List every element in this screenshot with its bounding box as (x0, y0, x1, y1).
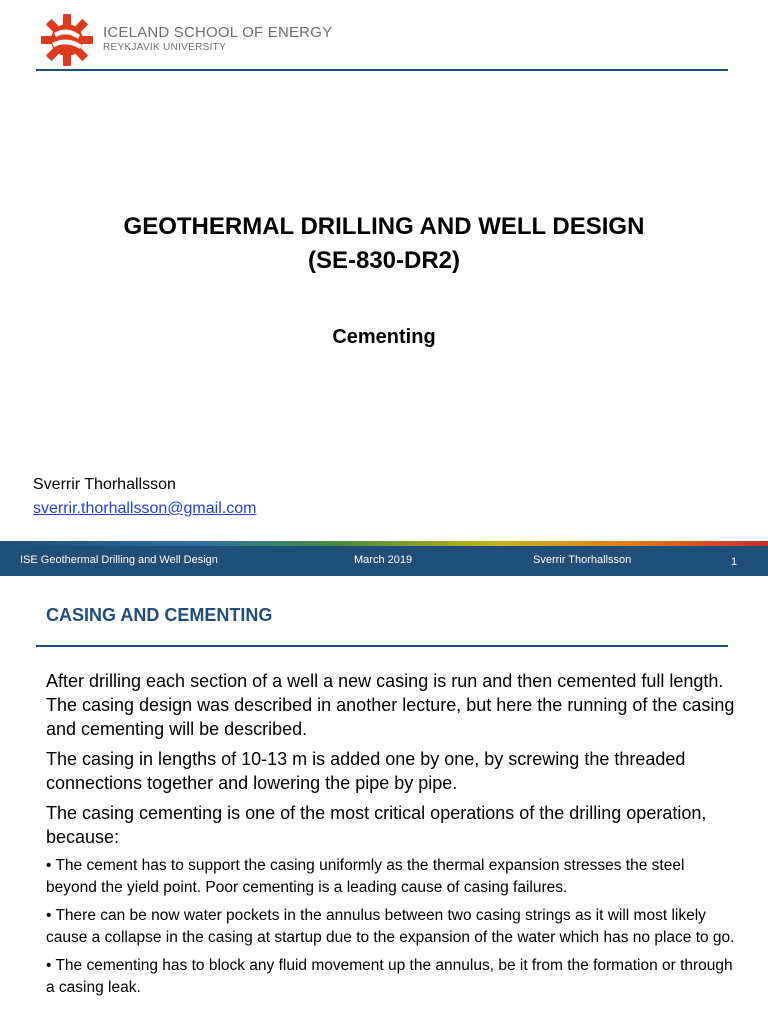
author-name: Sverrir Thorhallsson (33, 476, 176, 493)
footer-author: Sverrir Thorhallsson (533, 554, 632, 566)
title-divider (36, 645, 728, 647)
footer-date: March 2019 (354, 554, 413, 566)
author-email-link[interactable]: sverrir.thorhallsson@gmail.com (33, 500, 257, 517)
gear-sun-icon (40, 13, 94, 67)
course-title (0, 210, 768, 278)
bullet-item: • The cementing has to block any fluid movement up the annulus, be it from the formation or through a casing leak. (46, 957, 733, 996)
header-divider (36, 69, 728, 71)
bullet-item: • The cement has to support the casing uniformly as the thermal expansion stresses the steel beyond the yield point. Poor cementing is a leading cause of casing failures. (46, 857, 685, 896)
paragraph: After drilling each section of a well a new casing is run and then cemented full length. The casing design was described in another lecture, but here the running of the casing and cementing will be described. (46, 671, 735, 739)
footer-bar (0, 546, 768, 576)
slide-title: CASING AND CEMENTING (46, 605, 273, 625)
org-name: ICELAND SCHOOL OF ENERGY (103, 24, 333, 41)
course-title-line1: GEOTHERMAL DRILLING AND WELL DESIGN (123, 213, 645, 240)
footer-page-number: 1 (731, 556, 738, 568)
footer-course: ISE Geothermal Drilling and Well Design (20, 554, 218, 566)
slide-body (46, 669, 736, 1005)
course-title-line2: (SE-830-DR2) (307, 247, 461, 274)
bullet-item: • There can be now water pockets in the annulus between two casing strings as it will most likely cause a collapse in the casing at startup due to the expansion of the water which has no place to go. (46, 907, 735, 946)
paragraph: The casing in lengths of 10-13 m is added one by one, by screwing the threaded connections together and lowering the pipe by pipe. (46, 749, 686, 793)
content-slide (0, 576, 768, 1024)
paragraph: The casing cementing is one of the most critical operations of the drilling operation, because: (46, 803, 707, 847)
org-subtitle: REYKJAVIK UNIVERSITY (103, 42, 227, 53)
lecture-title: Cementing (332, 326, 436, 348)
